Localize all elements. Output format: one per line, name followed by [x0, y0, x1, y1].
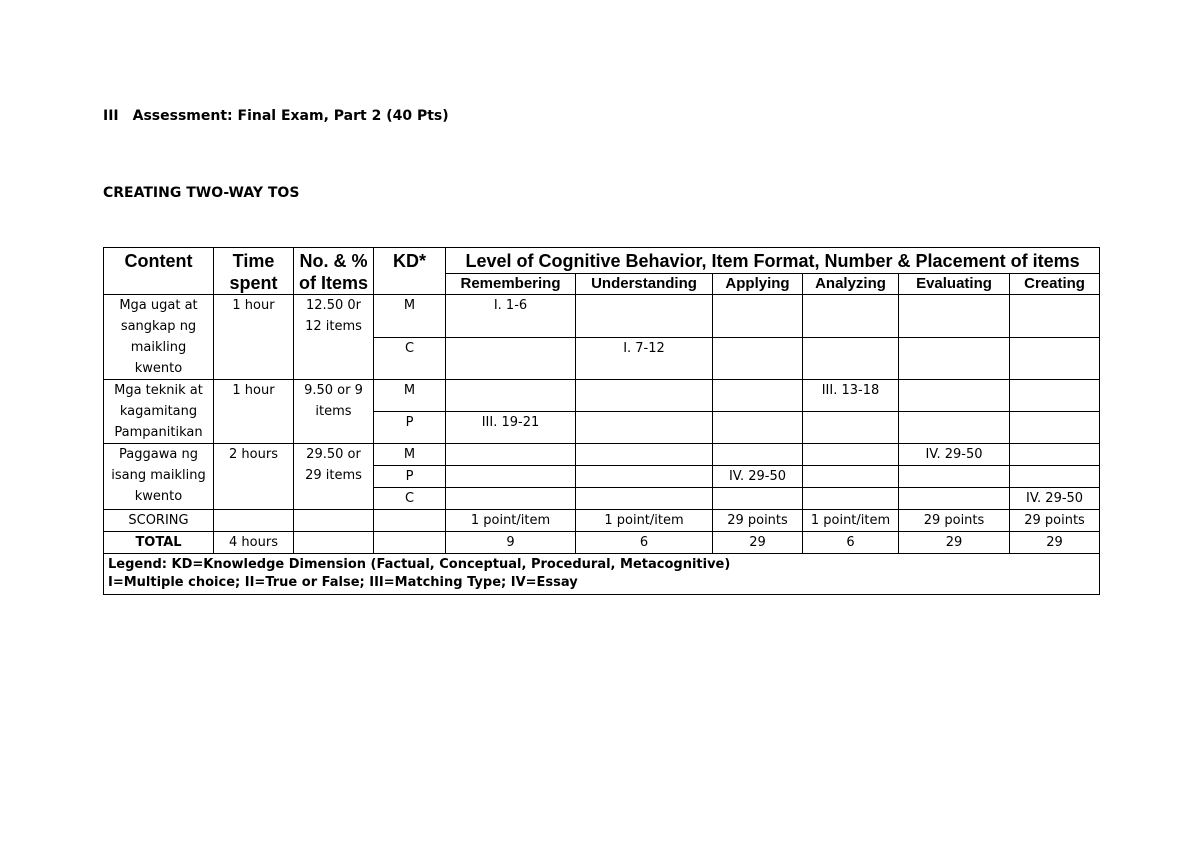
placement-cell: [899, 466, 1010, 488]
content-cell: Mga ugat at sangkap ng maikling kwento: [104, 295, 214, 380]
placement-cell: [446, 444, 576, 466]
level-header-2: Applying: [713, 273, 803, 294]
placement-cell: [713, 444, 803, 466]
section-heading: [103, 108, 449, 124]
total-row: [104, 532, 1100, 554]
scoring-value: 1 point/item: [803, 510, 899, 532]
subheading: CREATING TWO-WAY TOS: [103, 185, 300, 201]
legend-row: [104, 554, 1100, 595]
empty-cell: [294, 510, 374, 532]
level-header-4: Evaluating: [899, 273, 1010, 294]
scoring-label: SCORING: [104, 510, 214, 532]
content-cell: Mga teknik at kagamitang Pampanitikan: [104, 380, 214, 444]
total-value: 6: [576, 532, 713, 554]
level-header-5: Creating: [1010, 273, 1100, 294]
placement-cell: [576, 295, 713, 338]
placement-cell: [803, 488, 899, 510]
table-body: [104, 295, 1100, 595]
total-value: 29: [899, 532, 1010, 554]
level-header-1: Understanding: [576, 273, 713, 294]
placement-cell: [1010, 412, 1100, 444]
placement-cell: [803, 337, 899, 380]
items-cell: 12.50 0r 12 items: [294, 295, 374, 380]
placement-cell: [446, 337, 576, 380]
legend: [104, 554, 1100, 595]
placement-cell: [713, 380, 803, 412]
table-row: [104, 295, 1100, 338]
header-level: Level of Cognitive Behavior, Item Format, Number & Placement of items: [446, 248, 1100, 274]
header-time: Time spent: [214, 248, 294, 295]
placement-cell: [899, 295, 1010, 338]
placement-cell: [576, 412, 713, 444]
placement-cell: [576, 444, 713, 466]
kd-cell: P: [374, 466, 446, 488]
placement-cell: [803, 295, 899, 338]
time-cell: 2 hours: [214, 444, 294, 510]
placement-cell: [713, 412, 803, 444]
placement-cell: [803, 466, 899, 488]
header-content: Content: [104, 248, 214, 295]
placement-cell: [899, 380, 1010, 412]
empty-cell: [374, 532, 446, 554]
placement-cell: [899, 488, 1010, 510]
legend-line: Legend: KD=Knowledge Dimension (Factual, Conceptual, Procedural, Metacognitive): [108, 557, 731, 572]
header-row: [104, 248, 1100, 274]
placement-cell: IV. 29-50: [899, 444, 1010, 466]
placement-cell: IV. 29-50: [713, 466, 803, 488]
table-row: [104, 380, 1100, 412]
kd-cell: M: [374, 380, 446, 412]
placement-cell: [713, 295, 803, 338]
scoring-value: 1 point/item: [446, 510, 576, 532]
scoring-value: 29 points: [713, 510, 803, 532]
placement-cell: [803, 412, 899, 444]
total-value: 6: [803, 532, 899, 554]
kd-cell: M: [374, 295, 446, 338]
placement-cell: [1010, 444, 1100, 466]
legend-line: I=Multiple choice; II=True or False; III=Matching Type; IV=Essay: [108, 575, 578, 590]
level-header-0: Remembering: [446, 273, 576, 294]
items-cell: 9.50 or 9 items: [294, 380, 374, 444]
placement-cell: [446, 488, 576, 510]
placement-cell: [576, 488, 713, 510]
placement-cell: [576, 466, 713, 488]
placement-cell: [1010, 337, 1100, 380]
table-row: [104, 444, 1100, 466]
tos-table: [103, 247, 1100, 595]
empty-cell: [214, 510, 294, 532]
empty-cell: [374, 510, 446, 532]
placement-cell: III. 13-18: [803, 380, 899, 412]
placement-cell: [1010, 295, 1100, 338]
placement-cell: III. 19-21: [446, 412, 576, 444]
total-label: TOTAL: [104, 532, 214, 554]
scoring-value: 29 points: [1010, 510, 1100, 532]
placement-cell: [446, 466, 576, 488]
placement-cell: IV. 29-50: [1010, 488, 1100, 510]
level-header-3: Analyzing: [803, 273, 899, 294]
placement-cell: [576, 380, 713, 412]
placement-cell: [899, 337, 1010, 380]
placement-cell: [803, 444, 899, 466]
placement-cell: [713, 488, 803, 510]
header-kd: KD*: [374, 248, 446, 295]
kd-cell: P: [374, 412, 446, 444]
placement-cell: [1010, 466, 1100, 488]
scoring-row: [104, 510, 1100, 532]
content-cell: Paggawa ng isang maikling kwento: [104, 444, 214, 510]
kd-cell: C: [374, 488, 446, 510]
placement-cell: [713, 337, 803, 380]
time-cell: 1 hour: [214, 295, 294, 380]
total-value: 9: [446, 532, 576, 554]
total-value: 29: [713, 532, 803, 554]
header-items: No. & % of Items: [294, 248, 374, 295]
section-title: Assessment: Final Exam, Part 2 (40 Pts): [132, 108, 449, 124]
items-cell: 29.50 or 29 items: [294, 444, 374, 510]
placement-cell: [1010, 380, 1100, 412]
placement-cell: I. 1-6: [446, 295, 576, 338]
section-number: III: [103, 108, 119, 124]
total-time: 4 hours: [214, 532, 294, 554]
scoring-value: 1 point/item: [576, 510, 713, 532]
placement-cell: [899, 412, 1010, 444]
total-value: 29: [1010, 532, 1100, 554]
time-cell: 1 hour: [214, 380, 294, 444]
placement-cell: I. 7-12: [576, 337, 713, 380]
scoring-value: 29 points: [899, 510, 1010, 532]
empty-cell: [294, 532, 374, 554]
placement-cell: [446, 380, 576, 412]
kd-cell: C: [374, 337, 446, 380]
kd-cell: M: [374, 444, 446, 466]
